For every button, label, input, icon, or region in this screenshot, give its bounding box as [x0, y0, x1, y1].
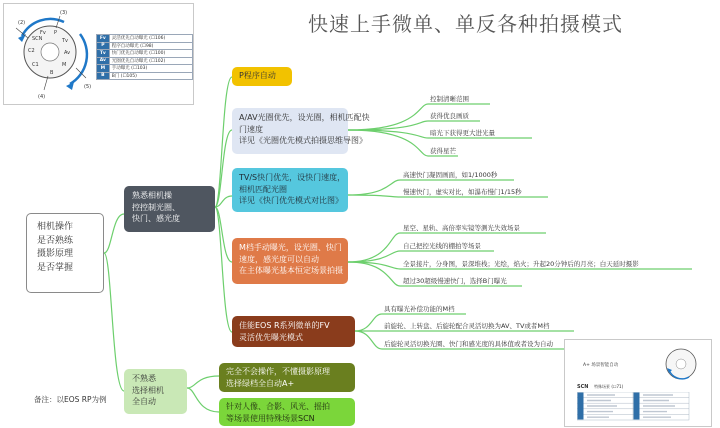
leaf-tv: 高速快门凝固画面，如1/1000秒	[403, 171, 498, 179]
root-line: 是否掌握	[37, 262, 74, 273]
branch-scn-line: 针对人像、合影、风光、摇拍	[226, 402, 330, 411]
leaf-av: 获得星芒	[430, 147, 456, 155]
svg-text:B: B	[50, 70, 54, 76]
link-root-familiar	[104, 214, 124, 253]
leaf-fv: 具有曝光补偿功能的M档	[384, 305, 455, 313]
leaf-tv: 慢速快门，虚实对比，如瀑布慢门1/15秒	[403, 188, 522, 196]
svg-text:C2: C2	[28, 48, 35, 54]
branch-m-line: 速度，感光度可以自动	[239, 254, 319, 264]
familiar-line: 熟悉相机操	[132, 191, 172, 200]
leaf-fv: 前旋轮、上转盘、后旋轮配合灵活切换为AV、TV或者M档	[384, 322, 550, 330]
branch-m-line: M档手动曝光，设光圈、快门	[239, 243, 342, 252]
link-unfamiliar-scn	[187, 388, 219, 412]
familiar-line: 快门、感光度	[132, 214, 180, 224]
dial-marker: (2)	[18, 20, 26, 26]
leaf-fv: 后旋轮灵活切换光圈、快门和感光度的具体值或者设为自动	[384, 340, 553, 348]
branch-auto	[219, 363, 355, 392]
table-row	[97, 50, 193, 58]
dial-marker: (3)	[60, 10, 68, 16]
dial-marker: (4)	[38, 94, 46, 100]
branch-fv-line: 佳能EOS R系列微单的FV	[239, 321, 330, 330]
root-node	[26, 213, 104, 293]
svg-text:P: P	[54, 30, 58, 36]
mode-desc: 手动曝光 (☐103)	[109, 65, 192, 73]
branch-scn-line: 等场景使用特殊场景SCN	[226, 413, 315, 423]
branch-auto-line: 完全不会操作，不懂摄影原理	[226, 367, 330, 376]
mode-code: P	[97, 42, 110, 50]
svg-text:SCN: SCN	[32, 36, 43, 42]
scene-heading: A+ 场景智能自动	[583, 363, 619, 368]
mode-desc: 光圈优先自动曝光 (☐102)	[109, 57, 192, 65]
unfamiliar-line: 选择相机	[132, 385, 164, 395]
branch-tv	[232, 168, 348, 212]
branch-p-label: P程序自动	[239, 71, 276, 80]
familiar-node	[124, 186, 215, 232]
mode-code: Av	[97, 57, 110, 65]
svg-text:Fv: Fv	[40, 30, 46, 36]
mode-code: M	[97, 65, 110, 73]
familiar-line: 控控制光圈、	[132, 202, 180, 212]
root-line: 相机操作	[37, 222, 74, 232]
branch-av-line: 详见《光圈优先模式拍摄思维导图》	[239, 136, 367, 146]
mode-dial-figure	[4, 4, 96, 102]
table-row	[97, 72, 193, 80]
link-familiar-fv	[215, 207, 232, 332]
branch-fv	[232, 316, 355, 347]
leaf-av: 暗光下获得更大进光量	[430, 129, 495, 137]
root-line: 是否熟练	[37, 235, 74, 246]
mode-desc: 快门优先自动曝光 (☐100)	[109, 50, 192, 58]
unfamiliar-line: 全自动	[132, 397, 156, 407]
scene-section-sub: 特殊场景 (☐71)	[594, 384, 624, 389]
leaf-av: 获得优良画质	[430, 112, 469, 120]
leaf-m: 星空、星轨、高倍率实镜等测光失效场景	[403, 224, 520, 232]
link-unfamiliar-auto	[187, 376, 219, 388]
dial-marker: (5)	[84, 84, 92, 90]
branch-m-line: 在主体曝光基本恒定场景拍摄	[239, 266, 343, 276]
svg-text:C1: C1	[32, 62, 39, 68]
mode-desc: B门 (☐105)	[109, 72, 192, 80]
scene-section-code: SCN	[577, 384, 589, 390]
scene-table-figure	[577, 392, 697, 422]
svg-text:M: M	[62, 62, 67, 68]
branch-av-line: A/AV光圈优先，设光圈，相机匹配快	[239, 113, 370, 122]
unfamiliar-node	[124, 369, 187, 414]
branch-p	[232, 67, 292, 86]
scene-section	[577, 384, 623, 390]
branch-auto-line: 选择绿档全自动A+	[226, 378, 295, 388]
leaf-m: 超过30超级慢速快门，选择B门曝光	[403, 277, 507, 285]
mode-dial-thumbnail	[3, 3, 194, 105]
mode-desc: 灵活优先自动曝光 (☐106)	[109, 35, 192, 43]
branch-tv-line: 相机匹配光圈	[239, 184, 287, 194]
branch-m	[232, 238, 348, 284]
leaf-m: 全景接片，分身图，景深堆栈；光绘，焰火；升起20分钟后的月亮；白天延时摄影	[403, 260, 639, 268]
table-row	[97, 42, 193, 50]
branch-av-line: 门速度	[239, 124, 263, 134]
mode-table	[96, 34, 193, 80]
table-row	[97, 57, 193, 65]
scene-mode-thumbnail	[564, 339, 712, 427]
link-familiar-p	[215, 77, 232, 207]
table-row	[97, 65, 193, 73]
mode-code: Fv	[97, 35, 110, 43]
svg-text:Av: Av	[64, 50, 71, 56]
page-title: 快速上手微单、单反各种拍摄模式	[308, 12, 623, 36]
branch-fv-line: 灵活优先曝光模式	[239, 332, 303, 342]
branch-av	[232, 108, 370, 154]
link-root-unfamiliar	[104, 253, 124, 391]
leaf-av: 控制清晰范围	[430, 95, 469, 103]
branch-tv-line: 详见《快门优先模式对比图》	[239, 196, 343, 206]
branch-tv-line: TV/S快门优先，设快门速度，	[239, 173, 346, 182]
note-text: 备注：以EOS RP为例	[34, 395, 107, 404]
mode-code: Tv	[97, 50, 110, 58]
mode-desc: 程序自动曝光 (☐98)	[109, 42, 192, 50]
branch-scn	[219, 398, 355, 426]
table-row	[97, 35, 193, 43]
svg-text:Tv: Tv	[62, 38, 69, 44]
mode-code: B	[97, 72, 110, 80]
scene-dial-figure	[661, 344, 701, 384]
leaf-m: 自己把控光线的棚拍等场景	[403, 242, 481, 250]
unfamiliar-line: 不熟悉	[132, 374, 156, 383]
root-line: 摄影原理	[37, 249, 74, 259]
